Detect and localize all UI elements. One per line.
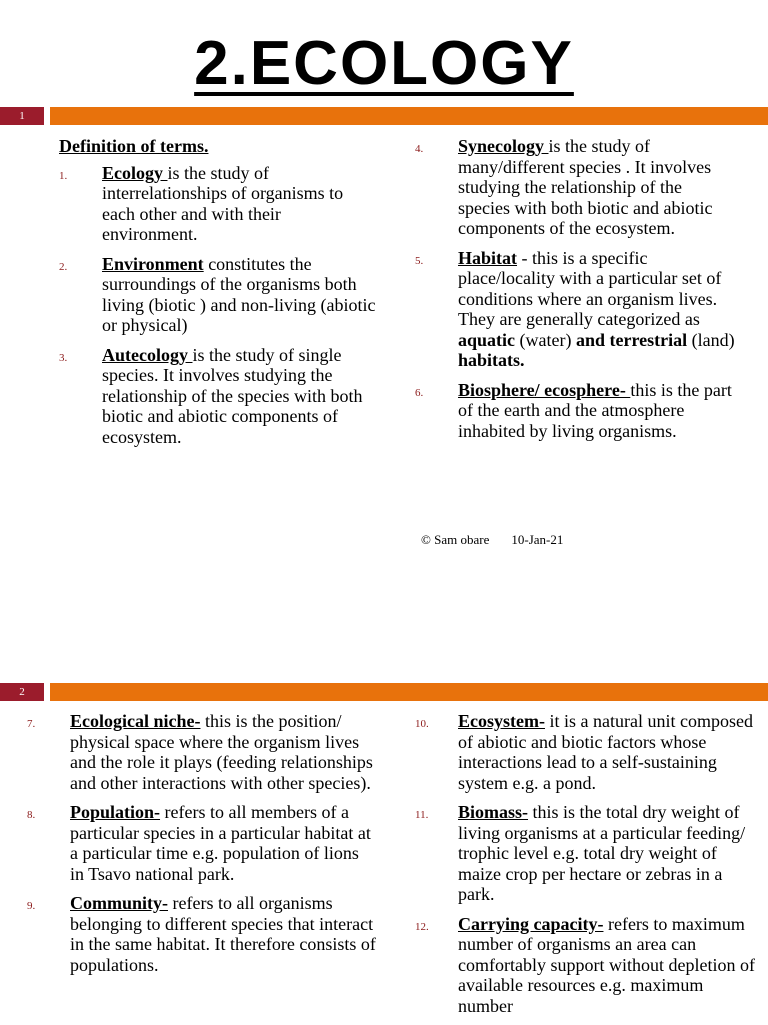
definition-text: refers to maximum number of organisms an area can comfortably support without depletion of available resources e.g. maximum number xyxy=(458,913,755,1016)
slide2-left-column xyxy=(27,711,377,984)
item-number: 2. xyxy=(59,260,68,273)
slide-header-bar xyxy=(0,107,768,125)
definition-text: this is the total dry weight of living organisms at a particular feeding/ trophic level e.g. total dry weight of maize crop per hectare or zebras in a park. xyxy=(458,802,746,904)
item-number: 9. xyxy=(27,900,36,912)
page-title: 2.ECOLOGY xyxy=(194,29,574,98)
bold-word: habitats. xyxy=(458,350,525,370)
section-heading: Definition of terms. xyxy=(59,136,209,156)
item-number: 10. xyxy=(415,718,429,730)
definition-text: refers to all members of a particular species in a particular habitat at a particular time e.g. population of lions in Tsavo national park. xyxy=(70,802,371,884)
footer-date: 10-Jan-21 xyxy=(511,532,564,547)
term: Habitat xyxy=(458,247,518,268)
definition-text: is the study of single species. It involves studying the relationship of the species with both biotic and abiotic components of ecosystem. xyxy=(102,344,363,447)
slide-number: 2 xyxy=(0,683,44,701)
item-number: 11. xyxy=(415,809,429,821)
definition-item xyxy=(59,345,379,448)
bold-word: and terrestrial xyxy=(575,329,688,350)
slide1-right-column xyxy=(415,136,735,450)
term: Ecology xyxy=(102,162,168,183)
slide-footer xyxy=(421,532,563,548)
term: Community- xyxy=(70,893,168,913)
item-number: 3. xyxy=(59,351,68,364)
definition-text: is the study of interrelationships of organisms to each other and with their environment. xyxy=(102,162,344,244)
slide2-right-column xyxy=(415,711,760,1025)
item-number: 1. xyxy=(59,169,68,182)
term: Environment xyxy=(102,253,204,274)
definition-item xyxy=(415,711,760,793)
term: Biomass- xyxy=(458,802,529,822)
definition-item xyxy=(415,380,735,442)
definition-item xyxy=(415,914,760,1017)
accent-bar xyxy=(50,107,768,125)
term: Synecology xyxy=(458,136,549,156)
definition-text: (land) xyxy=(687,329,735,350)
slide1-left-column xyxy=(59,136,379,456)
term: Biosphere/ ecosphere- xyxy=(458,379,631,400)
definition-text: (water) xyxy=(515,329,576,350)
definition-item xyxy=(415,802,760,905)
item-number: 12. xyxy=(415,920,429,933)
definition-text: this is the part of the earth and the atmosphere inhabited by living organisms. xyxy=(458,379,732,441)
footer-author: © Sam obare xyxy=(421,532,490,547)
definition-text: - this is a specific place/locality with a particular set of conditions where an organism lives. They are generally categorized as xyxy=(458,247,722,329)
definition-item xyxy=(59,163,379,245)
definition-item xyxy=(27,893,377,975)
definition-text: this is the position/ physical space where the organism lives and the role it plays (feeding relationships and other interactions with other species). xyxy=(70,711,373,793)
bold-word: aquatic xyxy=(458,329,516,350)
term: Autecology xyxy=(102,344,193,365)
definition-text: it is a natural unit composed of abiotic and biotic factors whose interactions lead to a self-sustaining system e.g. a pond. xyxy=(458,711,753,793)
item-number: 8. xyxy=(27,809,36,821)
definition-item xyxy=(27,802,377,884)
item-number: 5. xyxy=(415,254,424,267)
term: Population- xyxy=(70,802,161,822)
slide-number: 1 xyxy=(0,107,44,125)
slide-header-bar xyxy=(0,683,768,701)
definition-text: constitutes the surroundings of the organisms both living (biotic ) and non-living (abiotic or physical) xyxy=(102,253,376,335)
item-number: 4. xyxy=(415,143,424,155)
term: Carrying capacity- xyxy=(458,913,604,934)
definition-item xyxy=(415,248,735,371)
definition-item xyxy=(415,136,735,239)
term: Ecological niche- xyxy=(70,711,201,731)
accent-bar xyxy=(50,683,768,701)
term: Ecosystem- xyxy=(458,711,545,731)
definition-item xyxy=(59,254,379,336)
definition-text: refers to all organisms belonging to different species that interact in the same habitat. It therefore consists of populations. xyxy=(70,893,376,975)
definition-item xyxy=(27,711,377,793)
item-number: 6. xyxy=(415,386,424,399)
definition-text: is the study of many/different species . It involves studying the relationship of the species with both biotic and abiotic components of the ecosystem. xyxy=(458,136,713,238)
item-number: 7. xyxy=(27,718,36,730)
